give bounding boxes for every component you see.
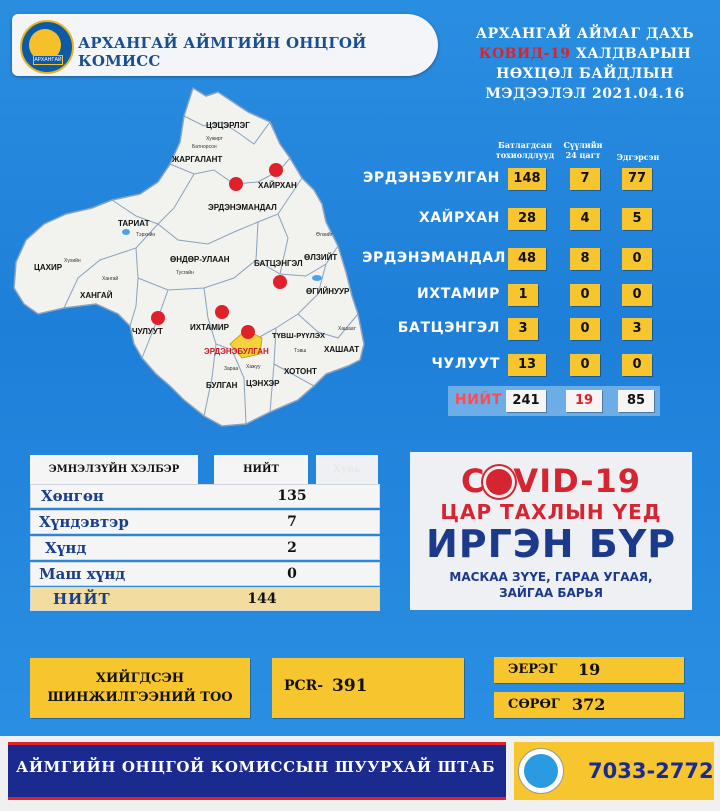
severity-row (30, 536, 380, 560)
total-recovered: 85 (618, 390, 654, 412)
info-title-line1: АРХАНГАЙ АЙМАГ ДАХЬ (475, 26, 695, 42)
soum-label-ikhtamir: ИХТАМИР (190, 323, 229, 332)
col-header-confirmed: Батлагдсан тохиолдлууд (495, 140, 555, 160)
severity-total-label: НИЙТ (53, 590, 111, 608)
info-title-line2 (460, 44, 710, 64)
tests-label-box (30, 658, 250, 718)
cell-confirmed: 28 (508, 208, 546, 230)
settlement-label: Тусгайн (176, 270, 194, 276)
soum-label-tsetserleg: ЦЭЦЭРЛЭГ (206, 121, 250, 130)
virus-icon (486, 469, 512, 495)
settlement-label: Өлзийт (316, 232, 333, 238)
cell-recovered: 0 (622, 248, 652, 270)
banner-line2: ЦАР ТАХЛЫН ҮЕД (440, 500, 662, 524)
marker-khairkhan (269, 163, 283, 177)
settlement-label: Зараа (224, 366, 239, 372)
severity-row (30, 484, 380, 508)
info-title-line2-rest: ХАЛДВАРЫН (570, 46, 692, 62)
positive-box (494, 657, 684, 683)
info-title-line3: НӨХЦӨЛ БАЙДЛЫН (496, 66, 674, 82)
tests-label-line2: ШИНЖИЛГЭЭНИЙ ТОО (47, 690, 233, 705)
province-map (8, 82, 368, 432)
soum-label-erdenebulgan: ЭРДЭНЭБУЛГАН (204, 347, 269, 356)
info-title-line4 (460, 84, 710, 104)
row-label: ИХТАМИР (416, 286, 500, 302)
info-title (460, 24, 710, 104)
soum-label-tuvshruulekh: ТҮВШ-РҮҮЛЭХ (272, 331, 325, 340)
cell-confirmed: 3 (508, 318, 538, 340)
tests-label (30, 669, 250, 707)
tests-label-line1: ХИЙГДСЭН (95, 671, 185, 686)
cell-recovered: 0 (622, 354, 652, 376)
severity-label: Маш хүнд (39, 565, 126, 583)
positive-label: ЭЕРЭГ (508, 662, 558, 677)
row-label: ХАЙРХАН (418, 210, 500, 226)
phone-icon-inner (524, 754, 558, 788)
total-last24: 19 (566, 390, 602, 412)
severity-row (30, 562, 380, 586)
soum-label-ugiinuur: ӨГИЙНУУР (306, 287, 350, 296)
severity-label: Хүнд (45, 539, 87, 557)
cell-recovered: 0 (622, 284, 652, 306)
total-confirmed: 241 (506, 390, 546, 412)
banner-line3: ИРГЭН БҮР (425, 522, 677, 566)
lake-ugii (312, 275, 322, 281)
banner-line4 (410, 569, 692, 601)
cell-last24: 7 (570, 168, 600, 190)
row-label: ЭРДЭНЭБУЛГАН (362, 170, 500, 186)
soum-label-khangai: ХАНГАЙ (80, 291, 113, 300)
severity-total-row (30, 587, 380, 611)
banner-line4a: МАСКАА ЗҮҮЕ, ГАРАА УГААЯ, (449, 570, 653, 584)
cell-recovered: 3 (622, 318, 652, 340)
lake-terkh (122, 229, 130, 235)
settlement-label: Хашаат (338, 326, 356, 332)
severity-row (30, 510, 380, 534)
severity-value: 7 (287, 514, 297, 530)
cell-last24: 4 (570, 208, 600, 230)
covid-term: КОВИД-19 (478, 46, 571, 62)
pcr-label: PCR- (284, 678, 324, 694)
cell-confirmed: 1 (508, 284, 538, 306)
severity-value: 2 (287, 540, 297, 556)
banner-covid-rest: VID-19 (513, 462, 642, 500)
settlement-label: Хажуу (246, 364, 261, 370)
marker-erdenebulgan (241, 325, 255, 339)
settlement-label: Тэрхийн (136, 232, 156, 238)
settlement-label: Хүхийн (64, 258, 81, 264)
cell-last24: 0 (570, 284, 600, 306)
cell-recovered: 5 (622, 208, 652, 230)
severity-total-value: 144 (247, 591, 277, 607)
soum-label-batsengel: БАТЦЭНГЭЛ (254, 259, 303, 268)
soum-label-undur-ulaan: ӨНДӨР-УЛААН (170, 255, 230, 264)
banner-covid-c: C (460, 462, 486, 500)
severity-label: Хүндэвтэр (39, 513, 129, 531)
soum-label-ulziit: ӨЛЗИЙТ (304, 253, 338, 262)
positive-value: 19 (578, 660, 601, 679)
soum-label-chuluut: ЧУЛУУТ (132, 327, 163, 336)
pcr-box (272, 658, 464, 718)
cell-recovered: 77 (622, 168, 652, 190)
cell-last24: 8 (570, 248, 600, 270)
info-title-word: МЭДЭЭЛЭЛ (485, 86, 587, 102)
negative-label: СӨРӨГ (508, 697, 560, 712)
soum-label-bulgan: БУЛГАН (206, 381, 238, 390)
marker-batsengel (273, 275, 287, 289)
soum-label-jargalant: ЖАРГАЛАНТ (172, 155, 223, 164)
severity-header (30, 455, 380, 485)
settlement-label: Тэвш (294, 348, 307, 354)
severity-head-faded: Хувь (316, 455, 378, 485)
negative-value: 372 (572, 695, 606, 714)
severity-value: 0 (287, 566, 297, 582)
cell-confirmed: 48 (508, 248, 546, 270)
soum-label-tsakhir: ЦАХИР (34, 263, 63, 272)
total-row-label: НИЙТ (454, 392, 502, 408)
phone-number: 7033-2772 (588, 759, 714, 783)
soum-label-khairkhan: ХАЙРХАН (258, 181, 297, 190)
severity-value: 135 (277, 488, 307, 504)
row-label: БАТЦЭНГЭЛ (397, 320, 500, 336)
soum-label-khotont: ХОТОНТ (284, 367, 317, 376)
soum-label-erdenemandal: ЭРДЭНЭМАНДАЛ (208, 203, 277, 212)
cell-last24: 0 (570, 318, 600, 340)
report-date: 2021.04.16 (591, 86, 685, 102)
covid-awareness-banner (410, 452, 692, 610)
emblem-logo (20, 20, 74, 74)
settlement-label: Хангай (102, 276, 119, 282)
col-header-recovered: Эдгэрсэн (616, 152, 660, 162)
settlement-label: Батнорсон (192, 144, 217, 150)
settlement-label: Хужирт (206, 136, 223, 142)
severity-label: Хөнгөн (41, 487, 104, 505)
emblem-band: АРХАНГАЙ (34, 57, 62, 63)
marker-erdenemandal (229, 177, 243, 191)
severity-head-form: ЭМНЭЛЗҮЙН ХЭЛБЭР (30, 455, 198, 485)
soum-label-tsenkher: ЦЭНХЭР (246, 379, 280, 388)
phone-icon (518, 748, 564, 794)
cell-last24: 0 (570, 354, 600, 376)
cell-confirmed: 13 (508, 354, 546, 376)
pcr-value: 391 (332, 676, 368, 696)
banner-covid-title (410, 462, 692, 500)
col-header-last24: Сүүлийн 24 цагт (563, 140, 603, 160)
negative-box (494, 692, 684, 718)
page-title: АРХАНГАЙ АЙМГИЙН ОНЦГОЙ КОМИСС (78, 34, 367, 70)
row-label: ЧУЛУУТ (431, 356, 500, 372)
soum-label-tariat: ТАРИАТ (118, 219, 150, 228)
banner-line4b: ЗАЙГАА БАРЬЯ (499, 586, 603, 600)
footer-text: АЙМГИЙН ОНЦГОЙ КОМИССЫН ШУУРХАЙ ШТАБ (16, 758, 496, 776)
row-label: ЭРДЭНЭМАНДАЛ (362, 250, 506, 266)
cell-confirmed: 148 (508, 168, 546, 190)
soum-label-khashaat: ХАШААТ (324, 345, 360, 354)
severity-head-total: НИЙТ (214, 455, 308, 485)
marker-chuluut (151, 311, 165, 325)
marker-ikhtamir (215, 305, 229, 319)
